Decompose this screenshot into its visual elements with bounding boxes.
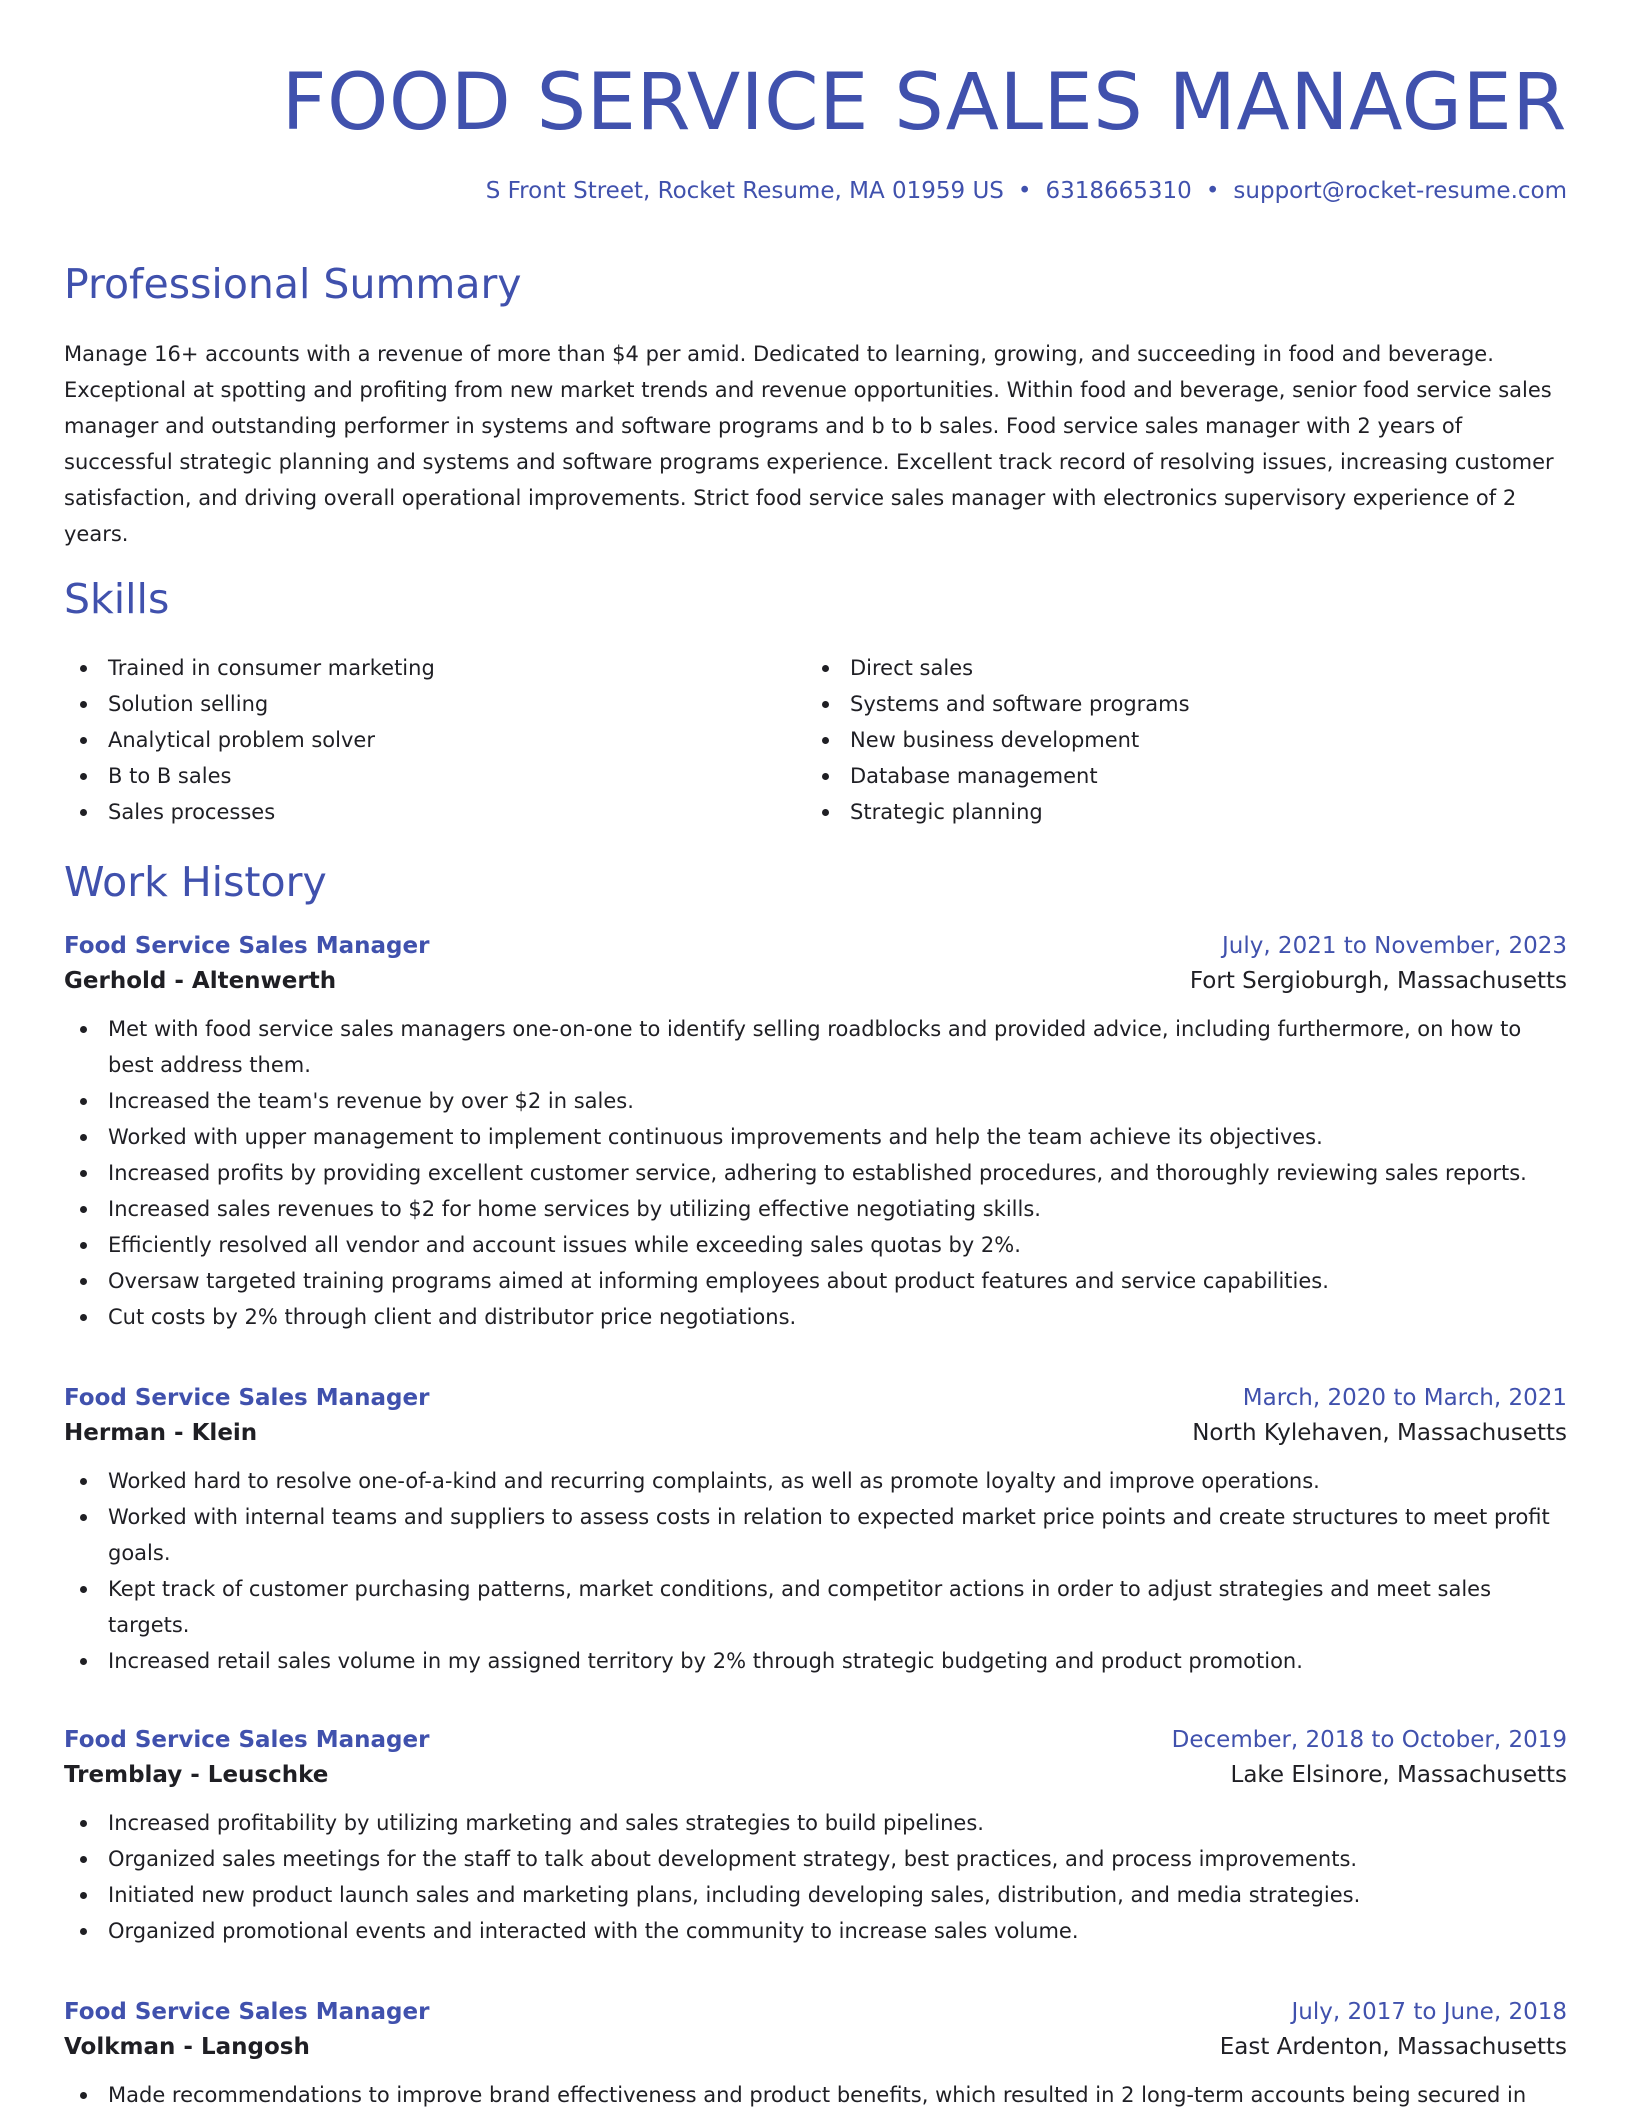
work-history-heading: Work History (64, 858, 327, 906)
list-item: Sales processes (64, 794, 764, 830)
job-location: Lake Elsinore, Massachusetts (1230, 1762, 1567, 1788)
list-item: New business development (806, 722, 1506, 758)
job-company: Herman - Klein (64, 1420, 258, 1446)
job-dates: July, 2017 to June, 2018 (1291, 1999, 1567, 2025)
skills-list-left (64, 650, 764, 830)
list-item: Solution selling (64, 686, 764, 722)
list-item: Organized promotional events and interacted with the community to increase sales volume. (64, 1913, 1567, 1949)
list-item: Cut costs by 2% through client and distributor price negotiations. (64, 1299, 1567, 1335)
list-item: Trained in consumer marketing (64, 650, 764, 686)
list-item: Oversaw targeted training programs aimed at informing employees about product features and service capabilities. (64, 1263, 1567, 1299)
list-item: Worked with upper management to implement continuous improvements and help the team achieve its objectives. (64, 1119, 1567, 1155)
job-title: Food Service Sales Manager (64, 1385, 430, 1411)
contact-separator: • (1205, 178, 1220, 204)
list-item: Increased sales revenues to $2 for home services by utilizing effective negotiating skills. (64, 1191, 1567, 1227)
job-company: Tremblay - Leuschke (64, 1762, 329, 1788)
skills-list-right (806, 650, 1506, 830)
job-entry (64, 933, 1567, 1335)
job-entry (64, 1999, 1567, 2113)
job-entry (64, 1727, 1567, 1949)
list-item: Increased retail sales volume in my assigned territory by 2% through strategic budgeting and product promotion. (64, 1643, 1567, 1679)
list-item: Increased profitability by utilizing marketing and sales strategies to build pipelines. (64, 1805, 1567, 1841)
skills-heading: Skills (64, 575, 170, 623)
list-item: Increased profits by providing excellent customer service, adhering to established procedures, and thoroughly reviewing sales reports. (64, 1155, 1567, 1191)
job-title: Food Service Sales Manager (64, 1727, 430, 1753)
list-item: Systems and software programs (806, 686, 1506, 722)
list-item: Efficiently resolved all vendor and account issues while exceeding sales quotas by 2%. (64, 1227, 1567, 1263)
list-item: Strategic planning (806, 794, 1506, 830)
summary-heading: Professional Summary (64, 260, 522, 308)
job-bullets (64, 1011, 1567, 1335)
list-item: Analytical problem solver (64, 722, 764, 758)
job-location: Fort Sergioburgh, Massachusetts (1189, 968, 1567, 994)
list-item: B to B sales (64, 758, 764, 794)
job-dates: March, 2020 to March, 2021 (1242, 1385, 1567, 1411)
resume-page (64, 0, 1567, 2107)
list-item: Worked hard to resolve one-of-a-kind and recurring complaints, as well as promote loyalty and improve operations. (64, 1463, 1567, 1499)
list-item: Initiated new product launch sales and marketing plans, including developing sales, distribution, and media strategies. (64, 1877, 1567, 1913)
job-bullets (64, 1805, 1567, 1949)
job-entry (64, 1385, 1567, 1679)
list-item: Increased the team's revenue by over $2 in sales. (64, 1083, 1567, 1119)
list-item: Worked with internal teams and suppliers to assess costs in relation to expected market price points and create structures to meet profit goals. (64, 1499, 1567, 1571)
job-bullets (64, 1463, 1567, 1679)
list-item: Kept track of customer purchasing patterns, market conditions, and competitor actions in order to adjust strategies and meet sales targets. (64, 1571, 1567, 1643)
job-company: Volkman - Langosh (64, 2034, 310, 2060)
contact-address: S Front Street, Rocket Resume, MA 01959 US (485, 178, 1004, 204)
job-location: North Kylehaven, Massachusetts (1192, 1420, 1567, 1446)
list-item: Direct sales (806, 650, 1506, 686)
job-dates: July, 2021 to November, 2023 (1221, 933, 1567, 959)
job-location: East Ardenton, Massachusetts (1219, 2034, 1567, 2060)
contact-email: support@rocket-resume.com (1233, 178, 1567, 204)
list-item: Database management (806, 758, 1506, 794)
job-title: Food Service Sales Manager (64, 933, 430, 959)
contact-line (486, 178, 1567, 204)
contact-separator: • (1017, 178, 1032, 204)
resume-title: FOOD SERVICE SALES MANAGER (281, 58, 1567, 148)
list-item: Organized sales meetings for the staff to talk about development strategy, best practices, and process improvements. (64, 1841, 1567, 1877)
job-bullets (64, 2077, 1567, 2113)
contact-phone: 6318665310 (1045, 178, 1192, 204)
job-title: Food Service Sales Manager (64, 1999, 430, 2025)
list-item: Met with food service sales managers one-on-one to identify selling roadblocks and provided advice, including furthermore, on how to best address them. (64, 1011, 1567, 1083)
job-dates: December, 2018 to October, 2019 (1171, 1727, 1567, 1753)
list-item: Made recommendations to improve brand effectiveness and product benefits, which resulted in 2 long-term accounts being secured in (64, 2077, 1567, 2113)
summary-text: Manage 16+ accounts with a revenue of more than $4 per amid. Dedicated to learning, growing, and succeeding in food and beverage. Exceptional at spotting and profiting from new market trends and revenue opportunities. Within food and beverage, senior food service sales manager and outstanding performer in systems and software programs and b to b sales. Food service sales manager with 2 years of successful strategic planning and systems and software programs experience. Excellent track record of resolving issues, increasing customer satisfaction, and driving overall operational improvements. Strict food service sales manager with electronics supervisory experience of 2 years. (64, 342, 1554, 546)
job-company: Gerhold - Altenwerth (64, 968, 337, 994)
